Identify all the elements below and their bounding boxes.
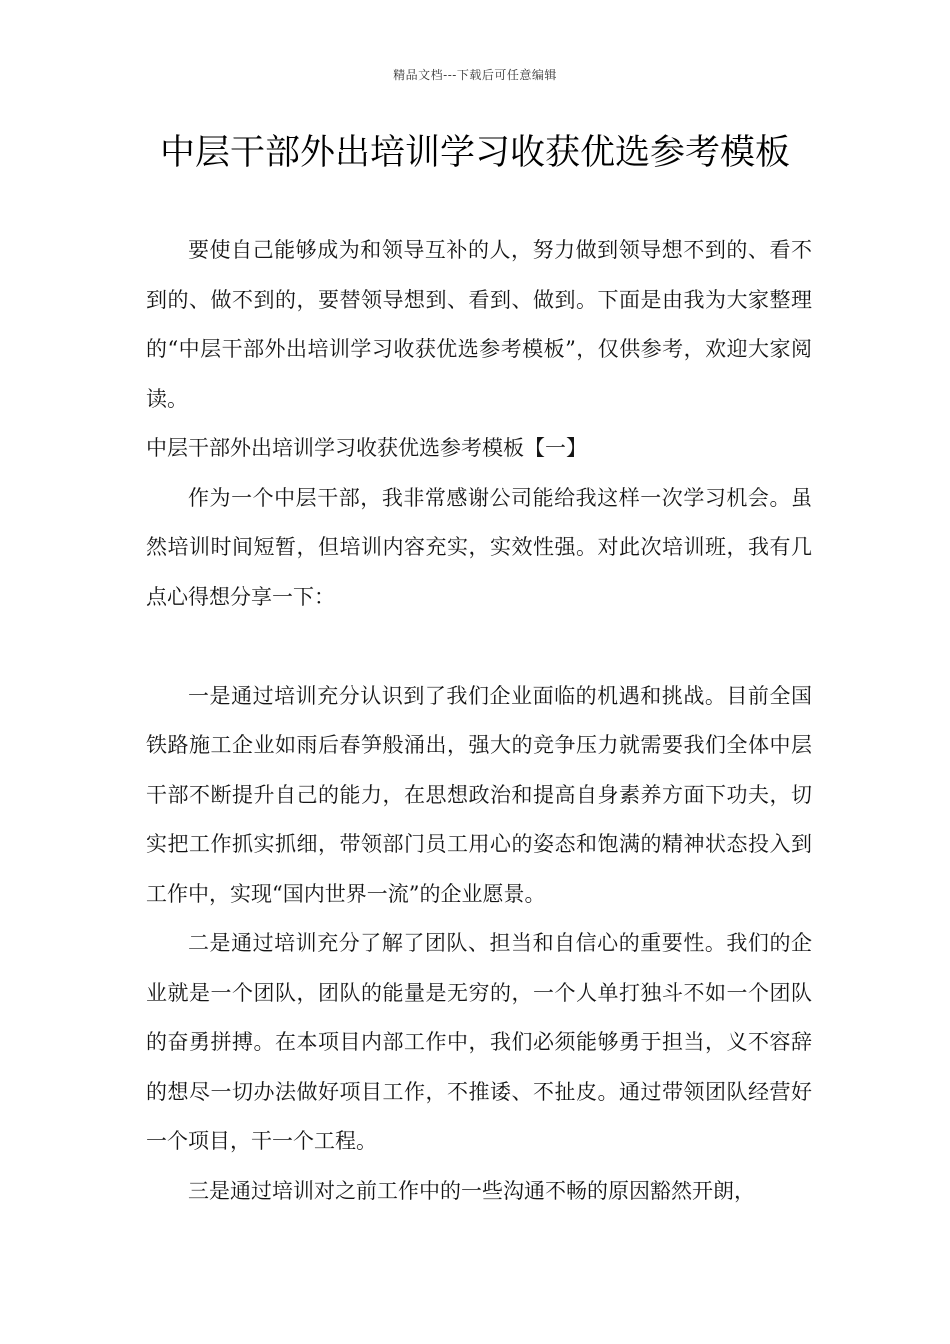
document-title: 中层干部外出培训学习收获优选参考模板	[159, 133, 790, 173]
paragraph-2: 一是通过培训充分认识到了我们企业面临的机遇和挑战。目前全国铁路施工企业如雨后春笋般涌出，强大的竞争压力就需要我们全体中层干部不断提升自己的能力，在思想政治和提高自身素养方面下功夫，切实把工作抓实抓细，带领部门员工用心的姿态和饱满的精神状态投入到工作中，实现“国内世界一流”的企业愿景。	[146, 683, 812, 906]
intro-paragraph: 要使自己能够成为和领导互补的人，努力做到领导想不到的、看不到的、做不到的，要替领导想到、看到、做到。下面是由我为大家整理的“中层干部外出培训学习收获优选参考模板”，仅供参考，欢迎大家阅读。	[146, 238, 812, 411]
paragraph-3: 二是通过培训充分了解了团队、担当和自信心的重要性。我们的企业就是一个团队，团队的能量是无穷的，一个人单打独斗不如一个团队的奋勇拼搏。在本项目内部工作中，我们必须能够勇于担当，义不容辞的想尽一切办法做好项目工作，不推诿、不扯皮。通过带领团队经营好一个项目，干一个工程。	[146, 931, 812, 1153]
blank-line	[146, 622, 812, 672]
paragraph-1: 作为一个中层干部，我非常感谢公司能给我这样一次学习机会。虽然培训时间短暂，但培训内容充实，实效性强。对此次培训班，我有几点心得想分享一下：	[146, 485, 812, 609]
header-note: 精品文档---下载后可任意编辑	[393, 68, 557, 82]
section-heading: 中层干部外出培训学习收获优选参考模板【一】	[146, 436, 587, 460]
paragraph-4: 三是通过培训对之前工作中的一些沟通不畅的原因豁然开朗，	[188, 1178, 755, 1203]
document-body	[146, 226, 812, 1216]
